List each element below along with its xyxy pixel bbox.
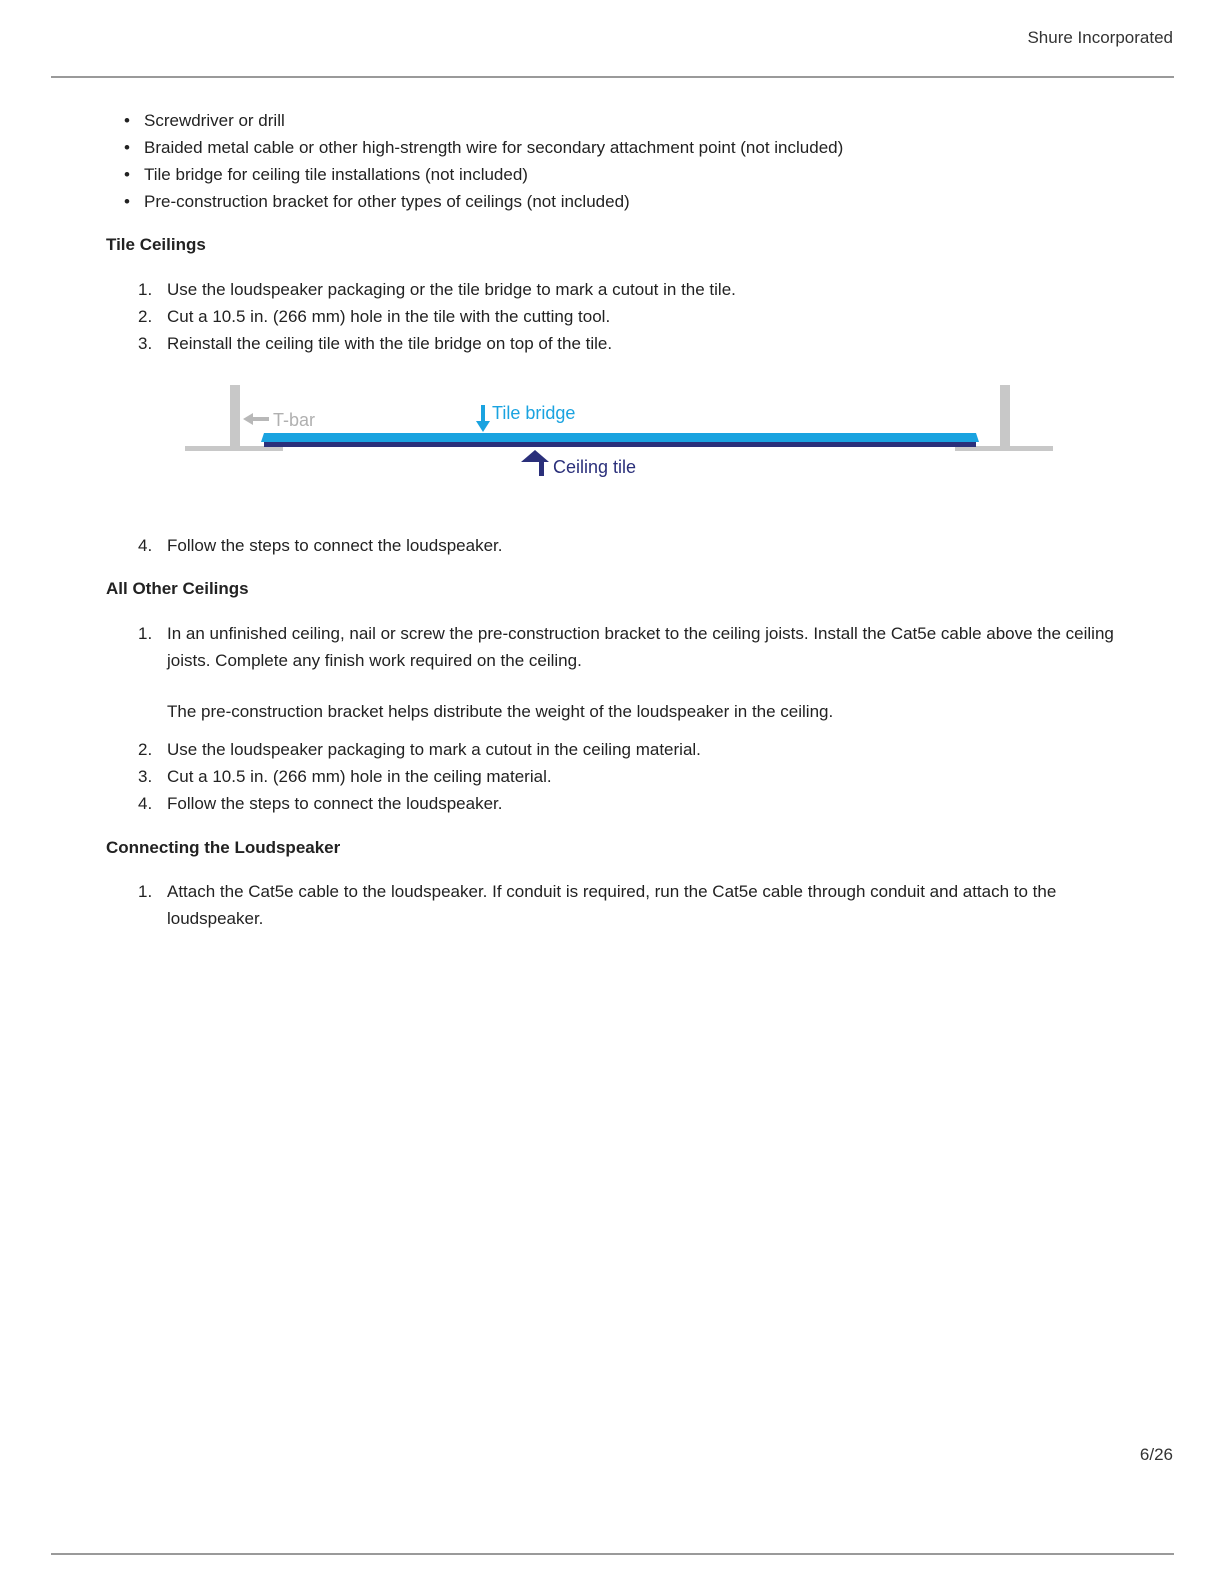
- step-text: Reinstall the ceiling tile with the tile bridge on top of the tile.: [167, 334, 613, 353]
- step-number: 1.: [138, 280, 153, 299]
- step-text: Follow the steps to connect the loudspeaker.: [167, 794, 503, 813]
- tile-bridge-shape: [261, 433, 979, 442]
- step-number: 4.: [138, 536, 153, 555]
- step-number: 2.: [138, 307, 153, 326]
- step-text: Follow the steps to connect the loudspeaker.: [167, 536, 503, 555]
- list-item: [138, 532, 1118, 559]
- list-item: • Braided metal cable or other high-strength wire for secondary attachment point (not included): [124, 134, 843, 161]
- list-item: • Pre-construction bracket for other types of ceilings (not included): [124, 188, 843, 215]
- step-number: 1.: [138, 882, 153, 901]
- list-item: [138, 330, 1118, 357]
- step-text: Cut a 10.5 in. (266 mm) hole in the tile with the cutting tool.: [167, 307, 611, 326]
- tile-bridge-diagram: [180, 380, 1060, 490]
- tools-list: [124, 107, 843, 215]
- step-number: 1.: [138, 624, 153, 643]
- header-company-name: Shure Incorporated: [1027, 28, 1173, 47]
- section-heading-connecting: Connecting the Loudspeaker: [106, 838, 341, 857]
- list-item: [138, 790, 1118, 817]
- other-ceilings-step-1: [138, 620, 1118, 674]
- tile-ceilings-steps-continued: [138, 532, 1118, 559]
- list-item: [138, 276, 1118, 303]
- footer-divider: [51, 1553, 1174, 1555]
- step-text: Attach the Cat5e cable to the loudspeaker. If conduit is required, run the Cat5e cable through conduit and attach to the loudspeaker.: [167, 882, 1057, 928]
- section-heading-tile-ceilings: Tile Ceilings: [106, 235, 206, 254]
- other-ceilings-steps: [138, 736, 1118, 817]
- list-item: [138, 303, 1118, 330]
- step-text: Cut a 10.5 in. (266 mm) hole in the ceiling material.: [167, 767, 552, 786]
- list-item: • Screwdriver or drill: [124, 107, 843, 134]
- step-text: Use the loudspeaker packaging to mark a cutout in the ceiling material.: [167, 740, 701, 759]
- tbar-label: T-bar: [273, 410, 316, 430]
- ceiling-tile-shape: [264, 442, 976, 447]
- list-item: [138, 736, 1118, 763]
- list-item: [138, 763, 1118, 790]
- step-number: 3.: [138, 334, 153, 353]
- tile-bridge-arrow-icon: [476, 405, 490, 432]
- step-text: In an unfinished ceiling, nail or screw the pre-construction bracket to the ceiling joists. Install the Cat5e cable above the ceiling joists. Complete any finish work required on the ceiling.: [167, 624, 1114, 670]
- page-number: 6/26: [1139, 1445, 1173, 1464]
- connecting-steps: [138, 878, 1118, 932]
- header-divider: [51, 76, 1174, 78]
- tile-bridge-label: Tile bridge: [492, 403, 576, 423]
- step-note: The pre-construction bracket helps distribute the weight of the loudspeaker in the ceiling.: [167, 702, 834, 721]
- list-item: [138, 620, 1118, 674]
- list-item: [138, 878, 1118, 932]
- ceiling-tile-label: Ceiling tile: [553, 457, 637, 477]
- tbar-arrow-icon: [243, 413, 269, 425]
- step-number: 4.: [138, 794, 153, 813]
- ceiling-tile-arrow-icon: [521, 450, 549, 476]
- step-number: 2.: [138, 740, 153, 759]
- step-text: Use the loudspeaker packaging or the tile bridge to mark a cutout in the tile.: [167, 280, 736, 299]
- list-item: • Tile bridge for ceiling tile installations (not included): [124, 161, 843, 188]
- section-heading-other-ceilings: All Other Ceilings: [106, 579, 249, 598]
- step-number: 3.: [138, 767, 153, 786]
- tile-ceilings-steps: [138, 276, 1118, 357]
